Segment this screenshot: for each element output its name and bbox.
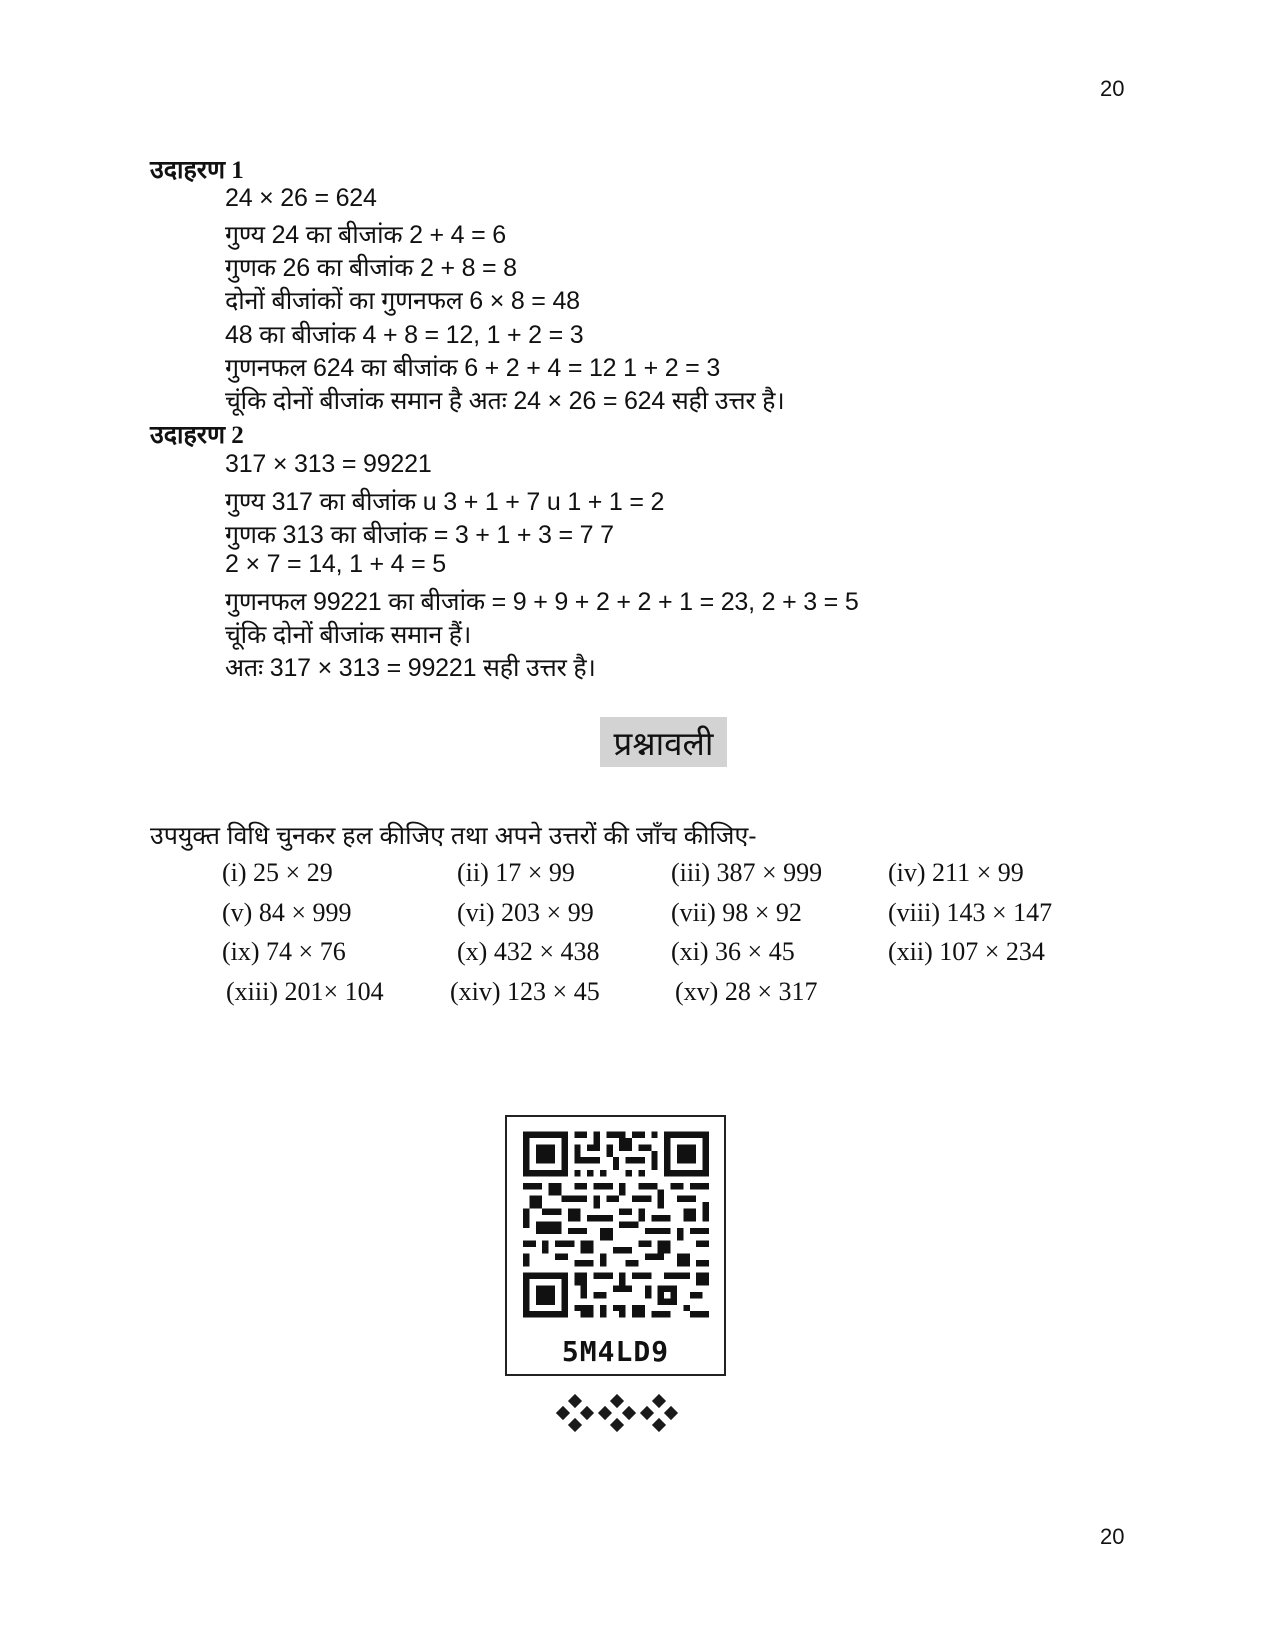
exercise-item: (xii) 107 × 234 [888,937,1045,966]
example-1-line: दोनों बीजांकों का गुणनफल 6 × 8 = 48 [225,287,580,315]
exercise-instruction: उपयुक्त विधि चुनकर हल कीजिए तथा अपने उत्तरों की जाँच कीजिए- [150,822,757,850]
example-2-line: 317 × 313 = 99221 [225,450,432,478]
example-2-line: गुण्य 317 का बीजांक u 3 + 1 + 7 u 1 + 1 = 2 [225,488,665,516]
example-1-line: 48 का बीजांक 4 + 8 = 12, 1 + 2 = 3 [225,321,584,349]
example-1-conclusion: चूंकि दोनों बीजांक समान है अतः 24 × 26 = 624 सही उत्तर है। [225,387,785,415]
example-1-line: 24 × 26 = 624 [225,184,377,212]
exercise-item: (v) 84 × 999 [222,898,352,927]
example-2-line: 2 × 7 = 14, 1 + 4 = 5 [225,550,446,578]
exercise-item: (ii) 17 × 99 [457,858,575,887]
page-number-bottom: 20 [1100,1524,1125,1549]
page-number-top: 20 [1100,76,1125,101]
example-1-heading: उदाहरण 1 [150,157,244,184]
example-2-conclusion: अतः 317 × 313 = 99221 सही उत्तर है। [225,654,596,682]
example-2-line: गुणनफल 99221 का बीजांक = 9 + 9 + 2 + 2 + 1 = 23, 2 + 3 = 5 [225,588,859,616]
exercise-item: (xiv) 123 × 45 [450,977,600,1006]
exercise-item: (xv) 28 × 317 [675,977,818,1006]
example-1-line: गुणनफल 624 का बीजांक 6 + 2 + 4 = 12 1 + 2 = 3 [225,354,721,382]
exercise-item: (vi) 203 × 99 [457,898,594,927]
example-2-line: चूंकि दोनों बीजांक समान हैं। [225,621,472,649]
example-2-heading: उदाहरण 2 [150,422,244,449]
exercise-item: (x) 432 × 438 [457,937,600,966]
example-1-line: गुणक 26 का बीजांक 2 + 8 = 8 [225,254,517,282]
exercise-item: (xi) 36 × 45 [671,937,795,966]
exercise-item: (ix) 74 × 76 [222,937,346,966]
exercise-item: (iii) 387 × 999 [671,858,823,887]
qr-code-label: 5M4LD9 [561,1335,670,1368]
exercise-title: प्रश्नावली [600,717,727,767]
qr-code-frame [505,1115,726,1376]
example-2-line: गुणक 313 का बीजांक = 3 + 1 + 3 = 7 7 [225,521,614,549]
diamond-cluster-ornament-icon [556,1394,680,1437]
exercise-item: (xiii) 201× 104 [226,977,384,1006]
exercise-item: (i) 25 × 29 [222,858,333,887]
exercise-item: (vii) 98 × 92 [671,898,802,927]
qr-code-icon [523,1131,709,1331]
example-1-line: गुण्य 24 का बीजांक 2 + 4 = 6 [225,221,506,249]
exercise-item: (iv) 211 × 99 [888,858,1024,887]
exercise-item: (viii) 143 × 147 [888,898,1053,927]
